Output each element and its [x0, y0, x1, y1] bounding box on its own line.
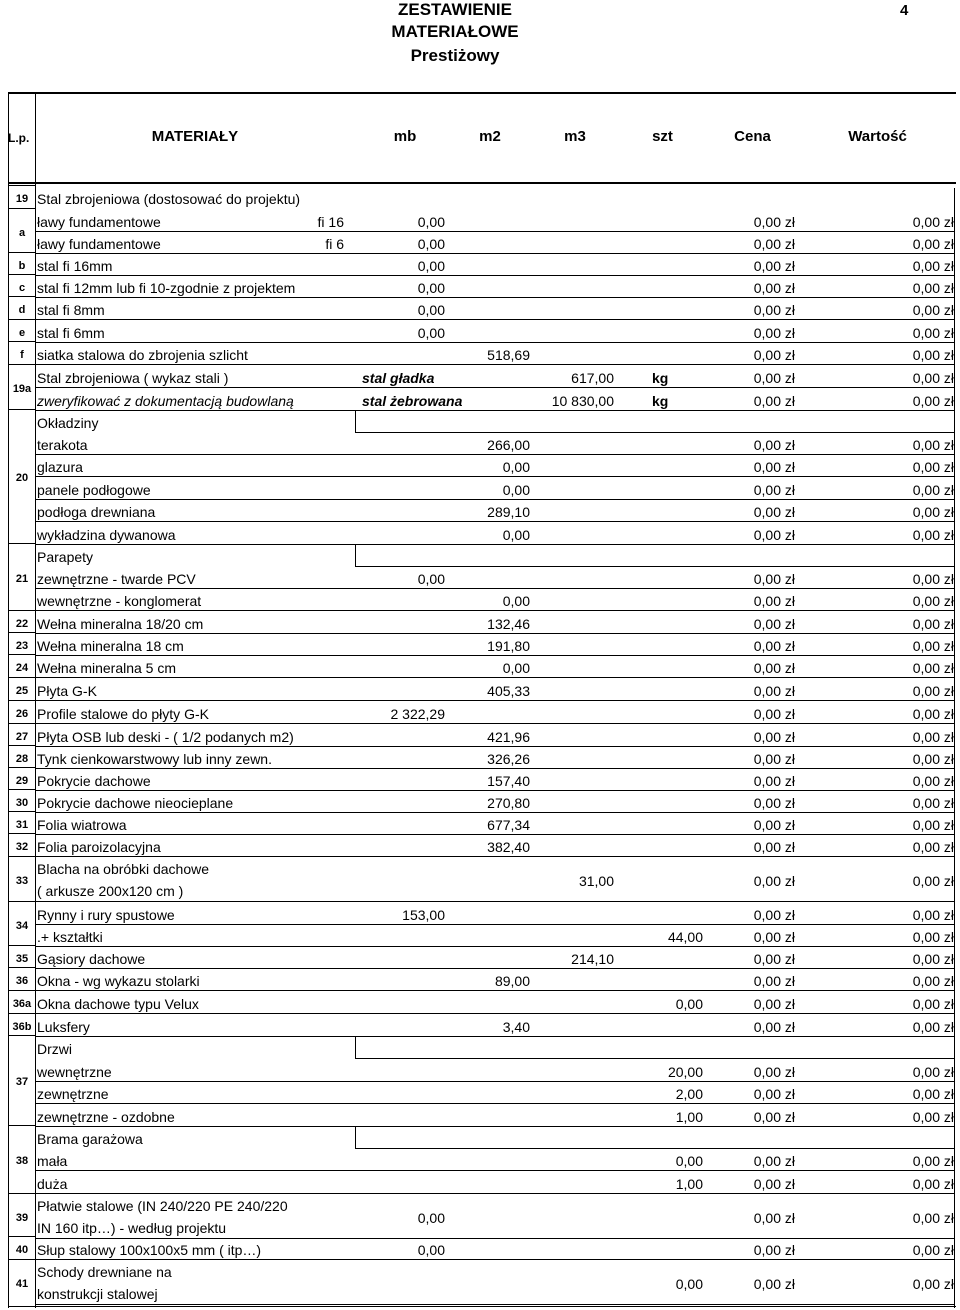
- material-name: ławy fundamentowe: [37, 214, 161, 230]
- row-number: 22: [15, 618, 29, 630]
- material-name: Płyta OSB lub deski - ( 1/2 podanych m2): [37, 729, 294, 745]
- price-cell: 0,00 zł: [753, 817, 795, 833]
- row-number: 40: [15, 1244, 29, 1256]
- row-border: [35, 968, 954, 969]
- col-materials: MATERIAŁY: [151, 128, 239, 145]
- row-number: 36a: [12, 998, 32, 1010]
- row-number: 39: [15, 1212, 29, 1224]
- material-name: .+ kształtki: [37, 929, 103, 945]
- row-border: [35, 1170, 954, 1171]
- price-cell: 0,00 zł: [753, 482, 795, 498]
- material-name-cont: IN 160 itp…) - według projektu: [37, 1220, 227, 1236]
- row-number: 37: [15, 1076, 29, 1088]
- row-number-separator: [8, 543, 36, 544]
- row-border: [35, 231, 954, 232]
- col-mb: mb: [393, 128, 417, 145]
- value-cell: 0,00 zł: [912, 1019, 954, 1035]
- row-number-separator: [8, 1236, 36, 1237]
- material-name: stal fi 16mm: [37, 258, 113, 274]
- material-name: Okna dachowe typu Velux: [37, 996, 199, 1012]
- material-name: duża: [37, 1176, 68, 1192]
- qty-szt: 1,00: [675, 1176, 703, 1192]
- value-cell: 0,00 zł: [912, 873, 954, 889]
- row-number: 24: [15, 662, 29, 674]
- qty-m2: 89,00: [494, 973, 530, 989]
- value-cell: 0,00 zł: [912, 1064, 954, 1080]
- qty-m2: 270,80: [487, 795, 530, 811]
- qty-mb: 0,00: [417, 214, 445, 230]
- row-border: [355, 566, 954, 567]
- qty-m2: 382,40: [487, 839, 530, 855]
- value-cell: 0,00 zł: [912, 1210, 954, 1226]
- value-cell: 0,00 zł: [912, 729, 954, 745]
- price-cell: 0,00 zł: [753, 751, 795, 767]
- material-name: wewnętrzne - konglomerat: [37, 593, 202, 609]
- value-cell: 0,00 zł: [912, 504, 954, 520]
- material-name: mała: [37, 1153, 68, 1169]
- row-border: [355, 1148, 954, 1149]
- price-cell: 0,00 zł: [753, 258, 795, 274]
- qty-m2: 0,00: [502, 660, 530, 676]
- price-cell: 0,00 zł: [753, 729, 795, 745]
- value-cell: 0,00 zł: [912, 527, 954, 543]
- row-border: [35, 342, 954, 343]
- qty-mb: 0,00: [417, 571, 445, 587]
- qty-mb: 0,00: [417, 258, 445, 274]
- price-cell: 0,00 zł: [753, 706, 795, 722]
- row-number: 27: [15, 731, 29, 743]
- doc-title-line3: Prestiżowy: [410, 46, 500, 65]
- material-name: Słup stalowy 100x100x5 mm ( itp…): [37, 1242, 262, 1258]
- row-number: 38: [15, 1155, 29, 1167]
- table-bottom-border: [8, 1306, 956, 1307]
- row-number: 23: [15, 640, 29, 652]
- qty-m2: 518,69: [487, 347, 530, 363]
- header-bottom-border: [8, 182, 956, 184]
- row-number: 26: [15, 708, 29, 720]
- row-border: [355, 432, 954, 433]
- value-cell: 0,00 zł: [912, 751, 954, 767]
- value-cell: 0,00 zł: [912, 616, 954, 632]
- col-cena: Cena: [734, 128, 771, 145]
- value-cell: 0,00 zł: [912, 1153, 954, 1169]
- material-name: Profile stalowe do płyty G-K: [37, 706, 209, 722]
- value-cell: 0,00 zł: [912, 1109, 954, 1125]
- material-name: Blacha na obróbki dachowe: [37, 861, 210, 877]
- row-number: b: [18, 260, 26, 272]
- value-cell: 0,00 zł: [912, 795, 954, 811]
- value-cell: 0,00 zł: [912, 1276, 954, 1292]
- value-cell: 0,00 zł: [912, 437, 954, 453]
- row-number: d: [18, 304, 26, 316]
- price-cell: 0,00 zł: [753, 214, 795, 230]
- row-border: [35, 1081, 954, 1082]
- price-cell: 0,00 zł: [753, 638, 795, 654]
- price-cell: 0,00 zł: [753, 951, 795, 967]
- price-cell: 0,00 zł: [753, 325, 795, 341]
- qty-m2: 132,46: [487, 616, 530, 632]
- material-name: Okna - wg wykazu stolarki: [37, 973, 200, 989]
- qty-szt: 0,00: [675, 1276, 703, 1292]
- diameter-label: fi 6: [325, 236, 344, 252]
- steel-quantity: 10 830,00: [551, 393, 614, 409]
- price-cell: 0,00 zł: [753, 616, 795, 632]
- qty-m2: 0,00: [502, 459, 530, 475]
- row-number-separator: [8, 1125, 36, 1126]
- qty-m2: 326,26: [487, 751, 530, 767]
- material-name: stal fi 6mm: [37, 325, 105, 341]
- row-number-separator: [8, 252, 36, 253]
- qty-m2: 289,10: [487, 504, 530, 520]
- doc-title-line2: MATERIAŁOWE: [391, 22, 519, 41]
- material-name: Płyta G-K: [37, 683, 97, 699]
- material-name: stal fi 8mm: [37, 302, 105, 318]
- price-cell: 0,00 zł: [753, 773, 795, 789]
- qty-mb: 153,00: [402, 907, 445, 923]
- row-number: c: [18, 282, 26, 294]
- row-border: [35, 1193, 954, 1194]
- price-cell: 0,00 zł: [753, 996, 795, 1012]
- price-cell: 0,00 zł: [753, 1176, 795, 1192]
- qty-mb: 0,00: [417, 236, 445, 252]
- qty-mb: 0,00: [417, 1210, 445, 1226]
- row-number-separator: [8, 1193, 36, 1194]
- material-name: Folia paroizolacyjna: [37, 839, 161, 855]
- value-cell: 0,00 zł: [912, 706, 954, 722]
- group-header-divider: [355, 1036, 356, 1058]
- steel-type: stal gładka: [362, 370, 435, 386]
- row-border: [355, 1058, 954, 1059]
- material-name: Płatwie stalowe (IN 240/220 PE 240/220: [37, 1198, 288, 1214]
- price-cell: 0,00 zł: [753, 593, 795, 609]
- value-cell: 0,00 zł: [912, 951, 954, 967]
- steel-quantity: 617,00: [571, 370, 614, 386]
- qty-m2: 0,00: [502, 482, 530, 498]
- group-header-divider: [355, 1126, 356, 1148]
- material-name: Luksfery: [37, 1019, 90, 1035]
- material-name: Tynk cienkowarstwowy lub inny zewn.: [37, 751, 272, 767]
- material-name: Wełna mineralna 5 cm: [37, 660, 177, 676]
- price-cell: 0,00 zł: [753, 280, 795, 296]
- row-number: a: [18, 227, 26, 239]
- qty-m2: 405,33: [487, 683, 530, 699]
- value-cell: 0,00 zł: [912, 302, 954, 318]
- steel-unit: kg: [652, 370, 669, 386]
- qty-szt: 20,00: [667, 1064, 703, 1080]
- page-number: 4: [900, 2, 909, 19]
- price-cell: 0,00 zł: [753, 236, 795, 252]
- price-cell: 0,00 zł: [753, 527, 795, 543]
- qty-szt: 44,00: [667, 929, 703, 945]
- row-number: f: [20, 349, 24, 361]
- price-cell: 0,00 zł: [753, 1064, 795, 1080]
- value-cell: 0,00 zł: [912, 1242, 954, 1258]
- row-number: 36: [15, 975, 29, 987]
- price-cell: 0,00 zł: [753, 459, 795, 475]
- value-cell: 0,00 zł: [912, 280, 954, 296]
- material-name: Parapety: [37, 549, 94, 565]
- material-name: ławy fundamentowe: [37, 236, 161, 252]
- row-border: [35, 946, 954, 947]
- value-cell: 0,00 zł: [912, 214, 954, 230]
- value-cell: 0,00 zł: [912, 773, 954, 789]
- material-name: zewnętrzne - ozdobne: [37, 1109, 175, 1125]
- material-name: Pokrycie dachowe nieocieplane: [37, 795, 234, 811]
- row-number: 29: [15, 775, 29, 787]
- price-cell: 0,00 zł: [753, 437, 795, 453]
- material-name: wewnętrzne: [37, 1064, 112, 1080]
- col-lp: L.p.: [8, 131, 30, 145]
- row-border: [35, 1304, 954, 1305]
- value-cell: 0,00 zł: [912, 817, 954, 833]
- qty-mb: 0,00: [417, 302, 445, 318]
- row-number-separator: [8, 901, 36, 902]
- value-cell: 0,00 zł: [912, 907, 954, 923]
- row-number-separator: [8, 409, 36, 410]
- value-cell: 0,00 zł: [912, 347, 954, 363]
- material-name: wykładzina dywanowa: [37, 527, 176, 543]
- material-name: Folia wiatrowa: [37, 817, 127, 833]
- row-number: 28: [15, 753, 29, 765]
- row-border: [35, 1103, 954, 1104]
- qty-m2: 421,96: [487, 729, 530, 745]
- qty-m2: 157,40: [487, 773, 530, 789]
- col-m2: m2: [479, 128, 501, 145]
- value-cell: 0,00 zł: [912, 393, 954, 409]
- value-cell: 0,00 zł: [912, 839, 954, 855]
- material-name: terakota: [37, 437, 88, 453]
- price-cell: 0,00 zł: [753, 504, 795, 520]
- qty-szt: 0,00: [675, 1153, 703, 1169]
- material-name: Stal zbrojeniowa ( wykaz stali ): [37, 370, 229, 386]
- value-cell: 0,00 zł: [912, 482, 954, 498]
- group-header-divider: [355, 544, 356, 566]
- value-cell: 0,00 zł: [912, 571, 954, 587]
- price-cell: 0,00 zł: [753, 873, 795, 889]
- material-name: Rynny i rury spustowe: [37, 907, 175, 923]
- row-number: 21: [15, 573, 29, 585]
- row-number: 34: [15, 920, 29, 932]
- price-cell: 0,00 zł: [753, 1210, 795, 1226]
- row-number: e: [18, 327, 26, 339]
- material-name: Brama garażowa: [37, 1131, 143, 1147]
- material-name: Schody drewniane na: [37, 1264, 172, 1280]
- value-cell: 0,00 zł: [912, 325, 954, 341]
- value-cell: 0,00 zł: [912, 683, 954, 699]
- price-cell: 0,00 zł: [753, 929, 795, 945]
- right-border: [954, 188, 955, 1308]
- qty-szt: 1,00: [675, 1109, 703, 1125]
- row-number: 20: [15, 472, 29, 484]
- row-number: 33: [15, 875, 29, 887]
- qty-m2: 677,34: [487, 817, 530, 833]
- material-name: Wełna mineralna 18/20 cm: [37, 616, 204, 632]
- material-name: zewnętrzne - twarde PCV: [37, 571, 196, 587]
- value-cell: 0,00 zł: [912, 973, 954, 989]
- value-cell: 0,00 zł: [912, 638, 954, 654]
- row-number-separator: [8, 945, 36, 946]
- price-cell: 0,00 zł: [753, 302, 795, 318]
- material-name: Wełna mineralna 18 cm: [37, 638, 184, 654]
- value-cell: 0,00 zł: [912, 996, 954, 1012]
- qty-m2: 191,80: [487, 638, 530, 654]
- row-number: 19a: [12, 383, 32, 395]
- price-cell: 0,00 zł: [753, 347, 795, 363]
- row-border: [35, 275, 954, 276]
- price-cell: 0,00 zł: [753, 1153, 795, 1169]
- diameter-label: fi 16: [317, 214, 344, 230]
- value-cell: 0,00 zł: [912, 1086, 954, 1102]
- col-szt: szt: [652, 128, 673, 145]
- value-cell: 0,00 zł: [912, 258, 954, 274]
- price-cell: 0,00 zł: [753, 1242, 795, 1258]
- price-cell: 0,00 zł: [753, 683, 795, 699]
- row-number: 36b: [12, 1021, 32, 1033]
- row-border: [35, 319, 954, 320]
- value-cell: 0,00 zł: [912, 459, 954, 475]
- steel-type: stal żebrowana: [362, 393, 463, 409]
- row-number: 41: [15, 1278, 29, 1290]
- material-name-cont: konstrukcji stalowej: [37, 1286, 158, 1302]
- row-number: 25: [15, 685, 29, 697]
- material-name: siatka stalowa do zbrojenia szlicht: [37, 347, 248, 363]
- material-name: Pokrycie dachowe: [37, 773, 151, 789]
- row-border: [35, 253, 954, 254]
- material-name: podłoga drewniana: [37, 504, 156, 520]
- qty-mb: 0,00: [417, 280, 445, 296]
- material-name-cont: ( arkusze 200x120 cm ): [37, 883, 184, 899]
- group-header-divider: [355, 410, 356, 432]
- price-cell: 0,00 zł: [753, 1276, 795, 1292]
- price-cell: 0,00 zł: [753, 571, 795, 587]
- value-cell: 0,00 zł: [912, 929, 954, 945]
- price-cell: 0,00 zł: [753, 839, 795, 855]
- value-cell: 0,00 zł: [912, 1176, 954, 1192]
- price-cell: 0,00 zł: [753, 1019, 795, 1035]
- qty-m2: 266,00: [487, 437, 530, 453]
- price-cell: 0,00 zł: [753, 907, 795, 923]
- price-cell: 0,00 zł: [753, 1109, 795, 1125]
- value-cell: 0,00 zł: [912, 236, 954, 252]
- row-number: 35: [15, 953, 29, 965]
- col-wartosc: Wartość: [848, 128, 907, 145]
- material-name: Drzwi: [37, 1041, 72, 1057]
- value-cell: 0,00 zł: [912, 370, 954, 386]
- row-number-separator: [8, 185, 36, 186]
- price-cell: 0,00 zł: [753, 660, 795, 676]
- material-name: glazura: [37, 459, 83, 475]
- price-cell: 0,00 zł: [753, 370, 795, 386]
- price-cell: 0,00 zł: [753, 1086, 795, 1102]
- steel-unit: kg: [652, 393, 669, 409]
- qty-mb: 0,00: [417, 1242, 445, 1258]
- qty-mb: 0,00: [417, 325, 445, 341]
- qty-szt: 0,00: [675, 996, 703, 1012]
- col-m3: m3: [564, 128, 586, 145]
- row-number: 30: [15, 797, 29, 809]
- material-name: Stal zbrojeniowa (dostosować do projektu): [37, 191, 301, 207]
- material-name: zweryfikować z dokumentacją budowlaną: [37, 393, 294, 409]
- qty-mb: 2 322,29: [390, 706, 445, 722]
- qty-m2: 0,00: [502, 593, 530, 609]
- material-name: stal fi 12mm lub fi 10-zgodnie z projektem: [37, 280, 296, 296]
- doc-title-line1: ZESTAWIENIE: [398, 0, 512, 19]
- row-number: 19: [15, 193, 29, 205]
- price-cell: 0,00 zł: [753, 973, 795, 989]
- price-cell: 0,00 zł: [753, 393, 795, 409]
- qty-m3: 31,00: [578, 873, 614, 889]
- material-name: Okładziny: [37, 415, 99, 431]
- qty-m3: 214,10: [571, 951, 614, 967]
- qty-m2: 0,00: [502, 527, 530, 543]
- qty-m2: 3,40: [502, 1019, 530, 1035]
- material-name: Gąsiory dachowe: [37, 951, 146, 967]
- value-cell: 0,00 zł: [912, 593, 954, 609]
- material-name: zewnętrzne: [37, 1086, 109, 1102]
- qty-szt: 2,00: [675, 1086, 703, 1102]
- row-number: 31: [15, 819, 29, 831]
- row-number-separator: [8, 610, 36, 611]
- row-number: 32: [15, 841, 29, 853]
- header-top-border: [8, 92, 956, 94]
- material-name: panele podłogowe: [37, 482, 151, 498]
- value-cell: 0,00 zł: [912, 660, 954, 676]
- price-cell: 0,00 zł: [753, 795, 795, 811]
